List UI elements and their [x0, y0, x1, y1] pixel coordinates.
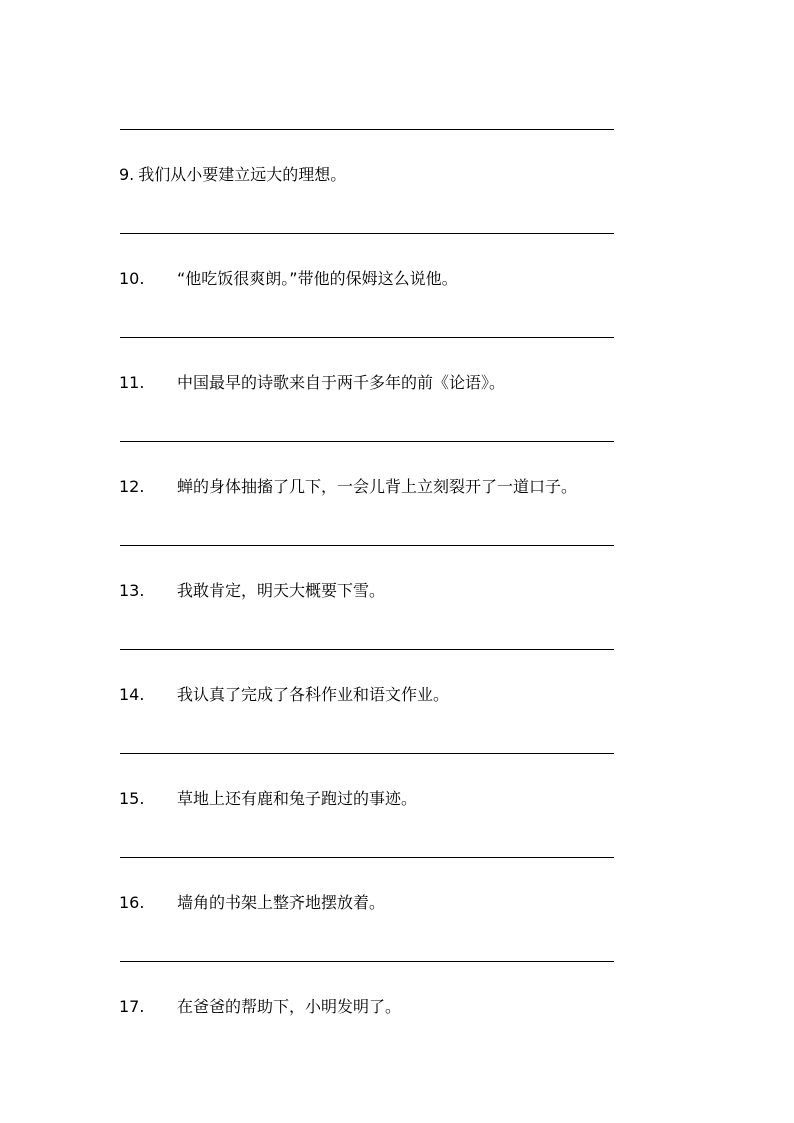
- answer-line: [120, 857, 614, 858]
- item-sentence: 墙角的书架上整齐地摆放着。: [177, 893, 386, 912]
- item-sentence: 草地上还有鹿和兔子跑过的事迹。: [177, 789, 418, 808]
- item-number: 15.: [119, 789, 145, 808]
- sentence-item-14: [119, 683, 449, 707]
- item-number: 10.: [119, 269, 145, 288]
- sentence-item-12: [119, 475, 577, 499]
- item-number: 9.: [119, 165, 135, 184]
- item-number: 16.: [119, 893, 145, 912]
- answer-line: [120, 233, 614, 234]
- answer-line: [120, 129, 614, 130]
- answer-line: [120, 961, 614, 962]
- item-number: 13.: [119, 581, 145, 600]
- item-sentence: 我认真了完成了各科作业和语文作业。: [177, 685, 450, 704]
- item-number: 17.: [119, 997, 145, 1016]
- sentence-item-11: [119, 371, 505, 395]
- item-sentence: 中国最早的诗歌来自于两千多年的前《论语》。: [177, 373, 506, 392]
- item-sentence: “他吃饭很爽朗。”带他的保姆这么说他。: [177, 269, 458, 288]
- item-number: 11.: [119, 373, 145, 392]
- answer-line: [120, 649, 614, 650]
- item-sentence: 我敢肯定，明天大概要下雪。: [177, 581, 386, 600]
- sentence-item-9: [119, 163, 346, 187]
- sentence-item-13: [119, 579, 385, 603]
- item-sentence: 蝉的身体抽搐了几下，一会儿背上立刻裂开了一道口子。: [177, 477, 578, 496]
- item-number: 14.: [119, 685, 145, 704]
- sentence-item-17: [119, 995, 401, 1019]
- item-sentence: 在爸爸的帮助下，小明发明了。: [177, 997, 402, 1016]
- answer-line: [120, 545, 614, 546]
- sentence-item-10: [119, 267, 458, 291]
- sentence-item-16: [119, 891, 385, 915]
- item-number: 12.: [119, 477, 145, 496]
- item-sentence: 我们从小要建立远大的理想。: [138, 165, 347, 184]
- answer-line: [120, 753, 614, 754]
- sentence-item-15: [119, 787, 417, 811]
- answer-line: [120, 441, 614, 442]
- answer-line: [120, 337, 614, 338]
